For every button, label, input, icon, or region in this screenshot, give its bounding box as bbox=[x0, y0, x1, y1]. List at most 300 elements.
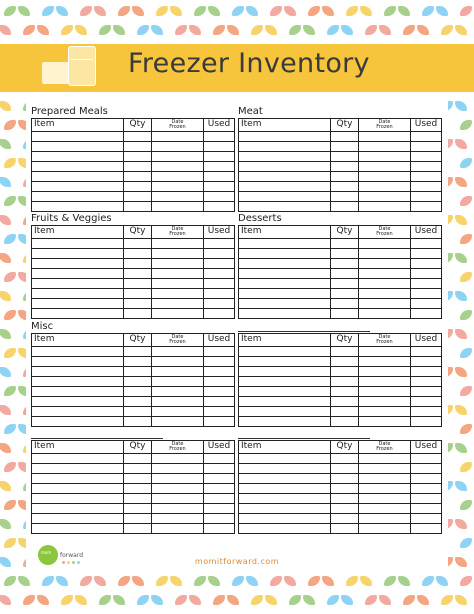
leaf-sprout-icon bbox=[0, 137, 11, 151]
cell-qty[interactable] bbox=[124, 249, 152, 259]
cell-qty[interactable] bbox=[124, 367, 152, 377]
cell-qty[interactable] bbox=[331, 249, 359, 259]
cell-used[interactable] bbox=[204, 347, 235, 357]
cell-used[interactable] bbox=[204, 249, 235, 259]
cell-used[interactable] bbox=[411, 269, 442, 279]
cell-date[interactable] bbox=[359, 347, 411, 357]
cell-date[interactable] bbox=[359, 162, 411, 172]
cell-item[interactable] bbox=[32, 192, 124, 202]
cell-used[interactable] bbox=[411, 162, 442, 172]
cell-date[interactable] bbox=[152, 417, 204, 427]
cell-qty[interactable] bbox=[331, 417, 359, 427]
cell-used[interactable] bbox=[204, 289, 235, 299]
cell-used[interactable] bbox=[411, 289, 442, 299]
cell-date[interactable] bbox=[359, 249, 411, 259]
cell-used[interactable] bbox=[411, 152, 442, 162]
cell-qty[interactable] bbox=[124, 524, 152, 534]
cell-qty[interactable] bbox=[124, 397, 152, 407]
cell-qty[interactable] bbox=[124, 454, 152, 464]
cell-used[interactable] bbox=[204, 309, 235, 319]
cell-used[interactable] bbox=[411, 484, 442, 494]
cell-date[interactable] bbox=[152, 239, 204, 249]
cell-qty[interactable] bbox=[124, 142, 152, 152]
cell-date[interactable] bbox=[359, 182, 411, 192]
cell-date[interactable] bbox=[359, 524, 411, 534]
cell-date[interactable] bbox=[359, 202, 411, 212]
cell-item[interactable] bbox=[239, 514, 331, 524]
table-row bbox=[239, 347, 442, 357]
cell-date[interactable] bbox=[152, 514, 204, 524]
cell-used[interactable] bbox=[204, 417, 235, 427]
cell-qty[interactable] bbox=[124, 202, 152, 212]
column-header-item: Item bbox=[32, 441, 124, 454]
cell-item[interactable] bbox=[32, 417, 124, 427]
cell-used[interactable] bbox=[204, 299, 235, 309]
column-header-date-frozen bbox=[359, 119, 411, 132]
cell-date[interactable] bbox=[359, 407, 411, 417]
cell-qty[interactable] bbox=[124, 132, 152, 142]
cell-date[interactable] bbox=[152, 347, 204, 357]
cell-item[interactable] bbox=[32, 377, 124, 387]
cell-used[interactable] bbox=[204, 152, 235, 162]
cell-date[interactable] bbox=[359, 172, 411, 182]
cell-used[interactable] bbox=[204, 192, 235, 202]
cell-item[interactable] bbox=[32, 484, 124, 494]
leaf-sprout-icon bbox=[156, 574, 182, 588]
cell-item[interactable] bbox=[32, 202, 124, 212]
cell-qty[interactable] bbox=[124, 357, 152, 367]
cell-date[interactable] bbox=[152, 249, 204, 259]
cell-qty[interactable] bbox=[331, 407, 359, 417]
cell-qty[interactable] bbox=[331, 367, 359, 377]
cell-qty[interactable] bbox=[331, 494, 359, 504]
column-header-used: Used bbox=[411, 334, 442, 347]
cell-qty[interactable] bbox=[331, 152, 359, 162]
table-row bbox=[239, 504, 442, 514]
cell-used[interactable] bbox=[204, 474, 235, 484]
cell-item[interactable] bbox=[239, 192, 331, 202]
cell-used[interactable] bbox=[204, 377, 235, 387]
cell-date[interactable] bbox=[152, 182, 204, 192]
cell-used[interactable] bbox=[204, 182, 235, 192]
cell-used[interactable] bbox=[411, 474, 442, 484]
cell-qty[interactable] bbox=[331, 357, 359, 367]
cell-item[interactable] bbox=[32, 249, 124, 259]
cell-item[interactable] bbox=[239, 289, 331, 299]
cell-used[interactable] bbox=[411, 494, 442, 504]
cell-used[interactable] bbox=[204, 514, 235, 524]
cell-qty[interactable] bbox=[331, 397, 359, 407]
cell-item[interactable] bbox=[32, 309, 124, 319]
cell-used[interactable] bbox=[411, 142, 442, 152]
cell-qty[interactable] bbox=[124, 464, 152, 474]
cell-used[interactable] bbox=[411, 202, 442, 212]
cell-item[interactable] bbox=[239, 259, 331, 269]
cell-used[interactable] bbox=[204, 397, 235, 407]
date-header-line2: Frozen bbox=[169, 231, 186, 237]
cell-date[interactable] bbox=[359, 299, 411, 309]
cell-used[interactable] bbox=[204, 367, 235, 377]
cell-used[interactable] bbox=[411, 454, 442, 464]
cell-date[interactable] bbox=[359, 279, 411, 289]
cell-qty[interactable] bbox=[331, 172, 359, 182]
cell-date[interactable] bbox=[359, 454, 411, 464]
cell-qty[interactable] bbox=[124, 377, 152, 387]
cell-item[interactable] bbox=[239, 377, 331, 387]
cell-date[interactable] bbox=[152, 377, 204, 387]
cell-date[interactable] bbox=[359, 464, 411, 474]
cell-qty[interactable] bbox=[331, 514, 359, 524]
cell-date[interactable] bbox=[359, 239, 411, 249]
leaf-sprout-icon bbox=[0, 327, 11, 341]
cell-item[interactable] bbox=[32, 474, 124, 484]
cell-date[interactable] bbox=[359, 259, 411, 269]
cell-date[interactable] bbox=[152, 367, 204, 377]
section-label-blank-line[interactable] bbox=[238, 331, 370, 332]
cell-item[interactable] bbox=[32, 142, 124, 152]
cell-qty[interactable] bbox=[124, 387, 152, 397]
cell-used[interactable] bbox=[411, 192, 442, 202]
cell-date[interactable] bbox=[152, 484, 204, 494]
cell-item[interactable] bbox=[239, 367, 331, 377]
cell-item[interactable] bbox=[32, 347, 124, 357]
cell-qty[interactable] bbox=[331, 524, 359, 534]
cell-date[interactable] bbox=[359, 387, 411, 397]
cell-used[interactable] bbox=[204, 172, 235, 182]
cell-item[interactable] bbox=[239, 464, 331, 474]
cell-item[interactable] bbox=[32, 504, 124, 514]
cell-item[interactable] bbox=[239, 397, 331, 407]
cell-date[interactable] bbox=[359, 309, 411, 319]
table-row bbox=[239, 464, 442, 474]
cell-item[interactable] bbox=[239, 387, 331, 397]
cell-item[interactable] bbox=[32, 162, 124, 172]
cell-item[interactable] bbox=[32, 514, 124, 524]
cell-date[interactable] bbox=[359, 357, 411, 367]
cell-qty[interactable] bbox=[124, 474, 152, 484]
cell-item[interactable] bbox=[32, 357, 124, 367]
column-header-qty: Qty bbox=[124, 441, 152, 454]
cell-used[interactable] bbox=[204, 357, 235, 367]
cell-item[interactable] bbox=[239, 172, 331, 182]
leaf-sprout-icon bbox=[460, 118, 474, 132]
cell-item[interactable] bbox=[239, 299, 331, 309]
leaf-sprout-icon bbox=[460, 460, 474, 474]
cell-item[interactable] bbox=[32, 152, 124, 162]
cell-qty[interactable] bbox=[331, 269, 359, 279]
cell-date[interactable] bbox=[359, 269, 411, 279]
table-row bbox=[32, 387, 235, 397]
cell-item[interactable] bbox=[32, 132, 124, 142]
cell-qty[interactable] bbox=[331, 239, 359, 249]
cell-qty[interactable] bbox=[331, 142, 359, 152]
leaf-sprout-icon bbox=[194, 4, 220, 18]
cell-qty[interactable] bbox=[331, 299, 359, 309]
leaf-sprout-icon bbox=[460, 384, 474, 398]
cell-qty[interactable] bbox=[331, 309, 359, 319]
cell-date[interactable] bbox=[152, 132, 204, 142]
cell-item[interactable] bbox=[239, 417, 331, 427]
cell-item[interactable] bbox=[32, 172, 124, 182]
cell-date[interactable] bbox=[152, 454, 204, 464]
cell-item[interactable] bbox=[239, 454, 331, 464]
cell-used[interactable] bbox=[411, 239, 442, 249]
cell-item[interactable] bbox=[32, 289, 124, 299]
cell-used[interactable] bbox=[411, 182, 442, 192]
cell-date[interactable] bbox=[152, 259, 204, 269]
cell-item[interactable] bbox=[239, 162, 331, 172]
cell-qty[interactable] bbox=[124, 172, 152, 182]
cell-used[interactable] bbox=[411, 279, 442, 289]
cell-date[interactable] bbox=[152, 279, 204, 289]
cell-used[interactable] bbox=[411, 299, 442, 309]
cell-item[interactable] bbox=[239, 524, 331, 534]
date-header-line1: Date bbox=[171, 226, 184, 232]
cell-used[interactable] bbox=[204, 162, 235, 172]
cell-item[interactable] bbox=[32, 269, 124, 279]
cell-used[interactable] bbox=[411, 357, 442, 367]
leaf-sprout-icon bbox=[0, 289, 11, 303]
cell-used[interactable] bbox=[411, 259, 442, 269]
cell-date[interactable] bbox=[359, 152, 411, 162]
cell-item[interactable] bbox=[32, 279, 124, 289]
cell-used[interactable] bbox=[411, 172, 442, 182]
cell-item[interactable] bbox=[239, 269, 331, 279]
date-header-line2: Frozen bbox=[376, 339, 393, 345]
cell-used[interactable] bbox=[204, 142, 235, 152]
cell-qty[interactable] bbox=[331, 347, 359, 357]
cell-qty[interactable] bbox=[124, 299, 152, 309]
date-header-line2: Frozen bbox=[376, 446, 393, 452]
cell-date[interactable] bbox=[359, 484, 411, 494]
leaf-sprout-icon bbox=[308, 574, 334, 588]
cell-used[interactable] bbox=[411, 397, 442, 407]
cell-date[interactable] bbox=[152, 299, 204, 309]
section-label: Meat bbox=[238, 106, 263, 117]
cell-item[interactable] bbox=[32, 397, 124, 407]
cell-item[interactable] bbox=[32, 367, 124, 377]
cell-used[interactable] bbox=[411, 377, 442, 387]
cell-qty[interactable] bbox=[124, 289, 152, 299]
cell-date[interactable] bbox=[359, 504, 411, 514]
cell-item[interactable] bbox=[239, 132, 331, 142]
cell-date[interactable] bbox=[152, 162, 204, 172]
leaf-sprout-icon bbox=[422, 574, 448, 588]
cell-used[interactable] bbox=[411, 417, 442, 427]
cell-used[interactable] bbox=[204, 494, 235, 504]
column-header-item: Item bbox=[239, 226, 331, 239]
cell-used[interactable] bbox=[204, 202, 235, 212]
cell-used[interactable] bbox=[204, 269, 235, 279]
cell-date[interactable] bbox=[152, 202, 204, 212]
column-header-used: Used bbox=[204, 226, 235, 239]
cell-qty[interactable] bbox=[124, 239, 152, 249]
cell-date[interactable] bbox=[152, 309, 204, 319]
cell-item[interactable] bbox=[239, 474, 331, 484]
freezer-icon bbox=[68, 46, 96, 86]
leaf-sprout-icon bbox=[213, 593, 239, 607]
cell-item[interactable] bbox=[239, 494, 331, 504]
cell-used[interactable] bbox=[411, 347, 442, 357]
cell-qty[interactable] bbox=[331, 377, 359, 387]
cell-date[interactable] bbox=[359, 417, 411, 427]
cell-date[interactable] bbox=[152, 172, 204, 182]
cell-date[interactable] bbox=[359, 377, 411, 387]
cell-item[interactable] bbox=[32, 387, 124, 397]
cell-qty[interactable] bbox=[124, 309, 152, 319]
leaf-sprout-icon bbox=[0, 593, 11, 607]
cell-qty[interactable] bbox=[124, 259, 152, 269]
cell-used[interactable] bbox=[204, 259, 235, 269]
cell-date[interactable] bbox=[152, 474, 204, 484]
cell-qty[interactable] bbox=[331, 279, 359, 289]
cell-qty[interactable] bbox=[124, 417, 152, 427]
cell-date[interactable] bbox=[359, 142, 411, 152]
cell-date[interactable] bbox=[152, 289, 204, 299]
column-header-item: Item bbox=[239, 334, 331, 347]
leaf-sprout-icon bbox=[346, 574, 372, 588]
cell-used[interactable] bbox=[204, 454, 235, 464]
cell-date[interactable] bbox=[359, 132, 411, 142]
cell-qty[interactable] bbox=[331, 192, 359, 202]
leaf-sprout-icon bbox=[156, 4, 182, 18]
section-label-blank-line[interactable] bbox=[238, 438, 370, 439]
cell-item[interactable] bbox=[32, 239, 124, 249]
cell-item[interactable] bbox=[32, 407, 124, 417]
cell-used[interactable] bbox=[204, 387, 235, 397]
cell-date[interactable] bbox=[152, 152, 204, 162]
cell-date[interactable] bbox=[152, 192, 204, 202]
cell-qty[interactable] bbox=[331, 504, 359, 514]
leaf-sprout-icon bbox=[232, 4, 258, 18]
cell-qty[interactable] bbox=[124, 494, 152, 504]
cell-date[interactable] bbox=[152, 504, 204, 514]
table-row bbox=[32, 182, 235, 192]
cell-qty[interactable] bbox=[331, 454, 359, 464]
cell-date[interactable] bbox=[152, 464, 204, 474]
leaf-sprout-icon bbox=[0, 175, 11, 189]
cell-item[interactable] bbox=[32, 464, 124, 474]
cell-qty[interactable] bbox=[124, 192, 152, 202]
section-label-blank-line[interactable] bbox=[31, 438, 163, 439]
cell-used[interactable] bbox=[411, 407, 442, 417]
cell-date[interactable] bbox=[359, 514, 411, 524]
cell-item[interactable] bbox=[32, 182, 124, 192]
cell-date[interactable] bbox=[359, 367, 411, 377]
cell-item[interactable] bbox=[239, 152, 331, 162]
cell-qty[interactable] bbox=[331, 474, 359, 484]
cell-used[interactable] bbox=[204, 524, 235, 534]
cell-item[interactable] bbox=[239, 407, 331, 417]
cell-qty[interactable] bbox=[124, 514, 152, 524]
cell-date[interactable] bbox=[152, 387, 204, 397]
cell-item[interactable] bbox=[32, 494, 124, 504]
cell-item[interactable] bbox=[239, 484, 331, 494]
cell-item[interactable] bbox=[239, 249, 331, 259]
cell-item[interactable] bbox=[239, 347, 331, 357]
cell-date[interactable] bbox=[152, 524, 204, 534]
table-row bbox=[239, 524, 442, 534]
cell-used[interactable] bbox=[411, 464, 442, 474]
cell-item[interactable] bbox=[32, 524, 124, 534]
cell-qty[interactable] bbox=[331, 182, 359, 192]
cell-qty[interactable] bbox=[124, 269, 152, 279]
cell-qty[interactable] bbox=[331, 289, 359, 299]
cell-qty[interactable] bbox=[331, 387, 359, 397]
cell-used[interactable] bbox=[411, 387, 442, 397]
cell-item[interactable] bbox=[32, 299, 124, 309]
cell-date[interactable] bbox=[152, 142, 204, 152]
cell-used[interactable] bbox=[204, 484, 235, 494]
cell-item[interactable] bbox=[239, 357, 331, 367]
cell-used[interactable] bbox=[204, 464, 235, 474]
cell-date[interactable] bbox=[359, 494, 411, 504]
cell-date[interactable] bbox=[152, 397, 204, 407]
cell-item[interactable] bbox=[239, 182, 331, 192]
cell-date[interactable] bbox=[152, 357, 204, 367]
cell-qty[interactable] bbox=[331, 259, 359, 269]
cell-item[interactable] bbox=[239, 504, 331, 514]
cell-qty[interactable] bbox=[124, 152, 152, 162]
cell-qty[interactable] bbox=[331, 202, 359, 212]
cell-item[interactable] bbox=[32, 454, 124, 464]
column-header-qty: Qty bbox=[331, 119, 359, 132]
cell-used[interactable] bbox=[204, 407, 235, 417]
cell-qty[interactable] bbox=[124, 504, 152, 514]
cell-used[interactable] bbox=[411, 132, 442, 142]
cell-used[interactable] bbox=[411, 249, 442, 259]
cell-used[interactable] bbox=[204, 504, 235, 514]
cell-item[interactable] bbox=[239, 202, 331, 212]
cell-qty[interactable] bbox=[124, 484, 152, 494]
cell-used[interactable] bbox=[411, 367, 442, 377]
cell-item[interactable] bbox=[239, 239, 331, 249]
cell-used[interactable] bbox=[411, 504, 442, 514]
cell-date[interactable] bbox=[152, 494, 204, 504]
cell-qty[interactable] bbox=[124, 347, 152, 357]
cell-date[interactable] bbox=[359, 474, 411, 484]
cell-used[interactable] bbox=[204, 239, 235, 249]
cell-used[interactable] bbox=[204, 132, 235, 142]
cell-item[interactable] bbox=[239, 279, 331, 289]
leaf-sprout-icon bbox=[270, 574, 296, 588]
column-header-date-frozen bbox=[152, 226, 204, 239]
cell-qty[interactable] bbox=[124, 182, 152, 192]
cell-qty[interactable] bbox=[124, 279, 152, 289]
cell-date[interactable] bbox=[152, 407, 204, 417]
cell-qty[interactable] bbox=[331, 484, 359, 494]
table-row bbox=[239, 367, 442, 377]
cell-qty[interactable] bbox=[331, 132, 359, 142]
cell-date[interactable] bbox=[359, 192, 411, 202]
cell-used[interactable] bbox=[411, 514, 442, 524]
cell-item[interactable] bbox=[32, 259, 124, 269]
table-row bbox=[239, 239, 442, 249]
cell-item[interactable] bbox=[239, 309, 331, 319]
cell-qty[interactable] bbox=[331, 464, 359, 474]
cell-used[interactable] bbox=[411, 309, 442, 319]
cell-qty[interactable] bbox=[124, 407, 152, 417]
cell-used[interactable] bbox=[204, 279, 235, 289]
cell-used[interactable] bbox=[411, 524, 442, 534]
cell-date[interactable] bbox=[359, 289, 411, 299]
table-row bbox=[32, 309, 235, 319]
cell-date[interactable] bbox=[359, 397, 411, 407]
cell-qty[interactable] bbox=[124, 162, 152, 172]
cell-qty[interactable] bbox=[331, 162, 359, 172]
cell-item[interactable] bbox=[239, 142, 331, 152]
cell-date[interactable] bbox=[152, 269, 204, 279]
